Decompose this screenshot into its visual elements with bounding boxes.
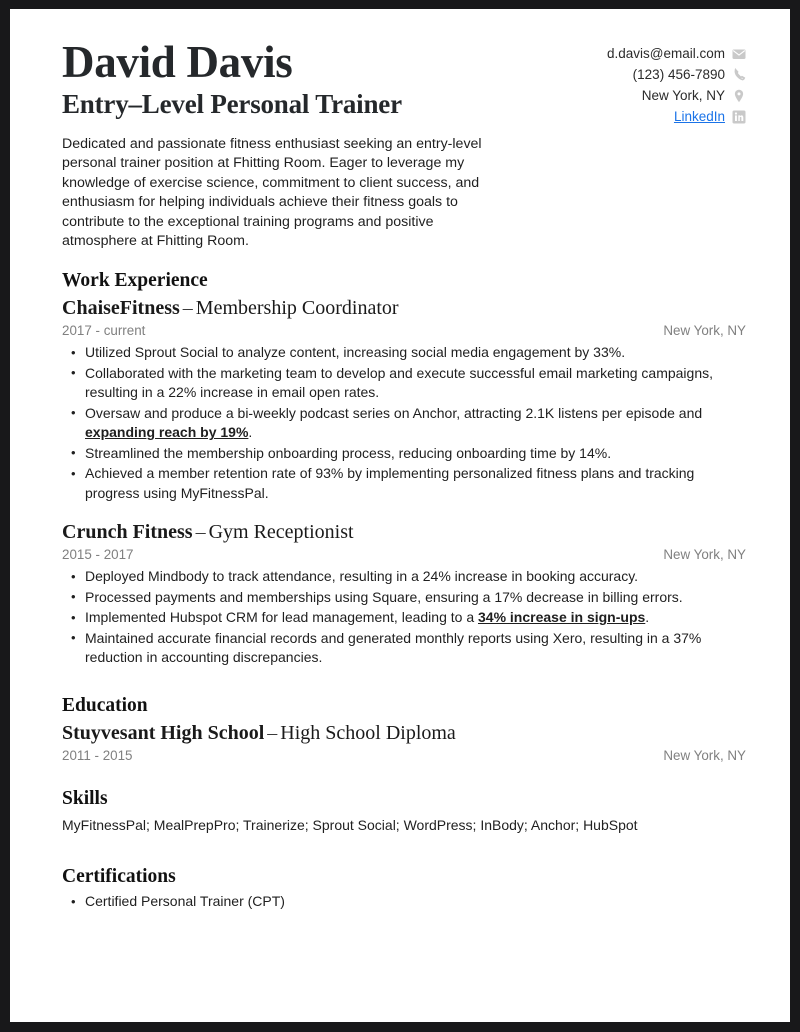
bullet-text-tail: . xyxy=(248,424,253,441)
contact-linkedin[interactable] xyxy=(674,108,746,126)
section-title-work-experience: Work Experience xyxy=(62,270,208,292)
section-title-skills: Skills xyxy=(62,787,108,809)
bullet-text: Processed payments and memberships using Square, ensuring a 17% decrease in billing errors. xyxy=(85,588,683,605)
education-degree: High School Diploma xyxy=(280,721,456,744)
education-entry xyxy=(62,721,746,765)
bullet-text: Deployed Mindbody to track attendance, resulting in a 24% increase in booking accuracy. xyxy=(85,568,639,585)
resume-header xyxy=(62,35,746,126)
section-education xyxy=(62,694,746,765)
experience-bullets xyxy=(62,343,746,503)
section-title-certifications: Certifications xyxy=(62,866,176,888)
section-skills xyxy=(62,787,746,836)
bullet-item xyxy=(62,608,746,628)
experience-title xyxy=(62,296,746,321)
experience-entry xyxy=(62,520,746,668)
experience-location: New York, NY xyxy=(663,547,746,563)
education-meta xyxy=(62,747,746,765)
certification-item: • Certified Personal Trainer (CPT) xyxy=(62,892,746,912)
bullet-text: Streamlined the membership onboarding process, reducing onboarding time by 14%. xyxy=(85,444,612,461)
experience-meta xyxy=(62,546,746,564)
experience-organization: Crunch Fitness xyxy=(62,521,193,544)
title-separator: – xyxy=(182,297,193,320)
bullet-item xyxy=(62,364,746,403)
section-work-experience xyxy=(62,269,746,668)
bullet-text: Oversaw and produce a bi-weekly podcast series on Anchor, attracting 2.1K listens per episode and xyxy=(85,404,703,421)
linkedin-icon xyxy=(732,110,746,124)
skills-list: MyFitnessPal; MealPrepPro; Trainerize; Sprout Social; WordPress; InBody; Anchor; HubSpot xyxy=(62,816,638,833)
bullet-text: Maintained accurate financial records and generated monthly reports using Xero, resulting in a 37% reduction in accounting discrepancies. xyxy=(85,629,702,666)
bullet-emphasis: expanding reach by 19% xyxy=(85,424,249,441)
contact-location xyxy=(642,87,746,105)
professional-summary: Dedicated and passionate fitness enthusiast seeking an entry-level personal trainer position at Fhitting Room. Eager to leverage my knowledge of exercise science, commitment to client success, and enthusiasm for helping individuals achieve their fitness goals to contribute to the exceptional training programs and positive atmosphere at Fhitting Room. xyxy=(62,136,482,250)
contact-block xyxy=(607,35,746,126)
experience-entry xyxy=(62,296,746,503)
bullet-item xyxy=(62,629,746,668)
section-title-education: Education xyxy=(62,694,148,716)
bullet-text: Utilized Sprout Social to analyze content, increasing social media engagement by 33%. xyxy=(85,344,626,361)
experience-dates: 2017 - current xyxy=(62,323,146,339)
experience-title xyxy=(62,520,746,545)
bullet-text: Implemented Hubspot CRM for lead management, leading to a xyxy=(85,609,478,626)
resume-page xyxy=(10,9,790,1022)
phone-icon xyxy=(732,68,746,82)
map-pin-icon xyxy=(732,89,746,103)
bullet-item xyxy=(62,567,746,587)
bullet-text-tail: . xyxy=(645,609,650,626)
candidate-name: David Davis xyxy=(62,37,293,87)
experience-meta xyxy=(62,322,746,340)
bullet-item xyxy=(62,588,746,608)
title-separator: – xyxy=(195,521,206,544)
bullet-item xyxy=(62,343,746,363)
contact-phone-text: (123) 456-7890 xyxy=(632,67,725,82)
bullet-text: Collaborated with the marketing team to develop and execute successful email marketing campaigns, resulting in a 22% increase in email open rates. xyxy=(85,364,713,401)
experience-role: Gym Receptionist xyxy=(208,521,354,544)
experience-location: New York, NY xyxy=(663,323,746,339)
experience-dates: 2015 - 2017 xyxy=(62,547,134,563)
education-dates: 2011 - 2015 xyxy=(62,747,133,763)
contact-email xyxy=(607,45,746,63)
linkedin-link[interactable]: LinkedIn xyxy=(673,109,725,124)
contact-email-text: d.davis@email.com xyxy=(607,46,725,61)
experience-role: Membership Coordinator xyxy=(195,297,399,320)
experience-organization: ChaiseFitness xyxy=(62,297,180,320)
candidate-headline: Entry–Level Personal Trainer xyxy=(62,89,402,119)
identity-block xyxy=(62,35,607,120)
contact-location-text: New York, NY xyxy=(641,88,725,103)
email-icon xyxy=(732,47,746,61)
education-title xyxy=(62,721,746,746)
bullet-item xyxy=(62,464,746,503)
section-certifications xyxy=(62,865,746,912)
title-separator: – xyxy=(267,721,278,744)
education-location: New York, NY xyxy=(663,747,746,763)
certifications-list xyxy=(62,892,746,912)
bullet-item xyxy=(62,444,746,464)
experience-bullets xyxy=(62,567,746,668)
bullet-item xyxy=(62,404,746,443)
education-institution: Stuyvesant High School xyxy=(62,721,265,744)
bullet-emphasis: 34% increase in sign-ups xyxy=(478,609,646,626)
contact-phone xyxy=(633,66,746,84)
bullet-text: Achieved a member retention rate of 93% by implementing personalized fitness plans and tracking progress using MyFitnessPal. xyxy=(85,465,695,501)
